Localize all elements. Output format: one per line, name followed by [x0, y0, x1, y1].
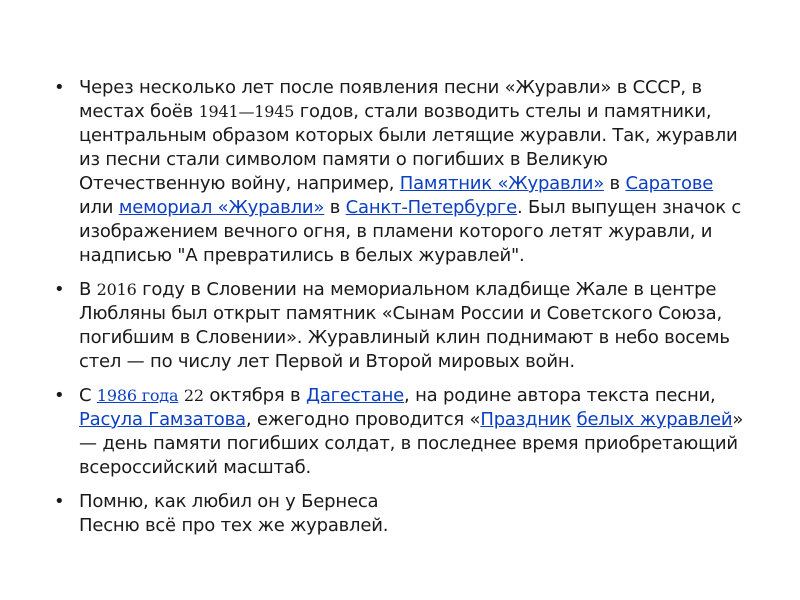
text-run: С [79, 385, 97, 406]
bullet-text [79, 491, 388, 536]
number-text: 22 [183, 386, 204, 405]
bullet-text [79, 279, 730, 372]
bullet-dot-icon: • [54, 385, 65, 406]
bullet-dot-icon: • [54, 77, 65, 98]
text-run: в [324, 197, 346, 218]
bullet-dot-icon: • [54, 279, 65, 300]
wiki-link[interactable]: 1986 года [96, 386, 179, 405]
bullet-dot-icon: • [54, 491, 65, 512]
text-run: году в Словении на мемориальном кладбище Жале в центре Любляны был открыт памятник «Сынам России и Советского Союза, погибшим в Словении». Журавлиный клин поднимают в небо восемь стел — по числу лет Первой и Второй мировых войн. [79, 279, 730, 372]
bullet-item [52, 384, 752, 480]
text-run: , ежегодно проводится « [245, 409, 481, 430]
bullet-item [52, 490, 752, 538]
bullet-text [79, 385, 743, 478]
wiki-link[interactable]: Санкт-Петербурге [345, 197, 517, 218]
text-run: Песню всё про тех же журавлей. [79, 515, 389, 536]
number-text: 2016 [96, 280, 137, 299]
wiki-link[interactable]: Праздник [480, 409, 572, 430]
wiki-link[interactable]: белых журавлей [576, 409, 733, 430]
bullet-text [79, 77, 741, 266]
text-run: Помню, как любил он у Бернеса [79, 491, 379, 512]
wiki-link[interactable]: Саратове [625, 173, 714, 194]
wiki-link[interactable]: Памятник «Журавли» [399, 173, 605, 194]
number-text: 1941—1945 [198, 102, 295, 121]
text-run: или [79, 197, 119, 218]
text-run: годов, стали возводить стелы и памятники, центральным образом которых были летящие журавли. Так, журавли из песни стали символом памяти о погибших в Великую Отечественную войну, например, [79, 101, 738, 194]
text-run: В [79, 279, 97, 300]
wiki-link[interactable]: мемориал «Журавли» [118, 197, 325, 218]
bullet-list [52, 76, 752, 548]
text-run: . Был выпущен значок с изображением вечного огня, в пламени которого летят журавли, и надписью "А превратились в белых журавлей". [79, 197, 742, 266]
wiki-link[interactable]: Расула Гамзатова [79, 409, 246, 430]
wiki-link[interactable]: Дагестане [305, 385, 405, 406]
text-run: Через несколько лет после появления песни «Журавли» в СССР, в местах боёв [79, 77, 702, 122]
bullet-item [52, 278, 752, 374]
text-run: » — день памяти погибших солдат, в последнее время приобретающий всероссийский масштаб. [79, 409, 744, 478]
bullet-item [52, 76, 752, 268]
text-run: в [604, 173, 626, 194]
text-run: октября в [203, 385, 306, 406]
text-run: , на родине автора текста песни, [404, 385, 716, 406]
